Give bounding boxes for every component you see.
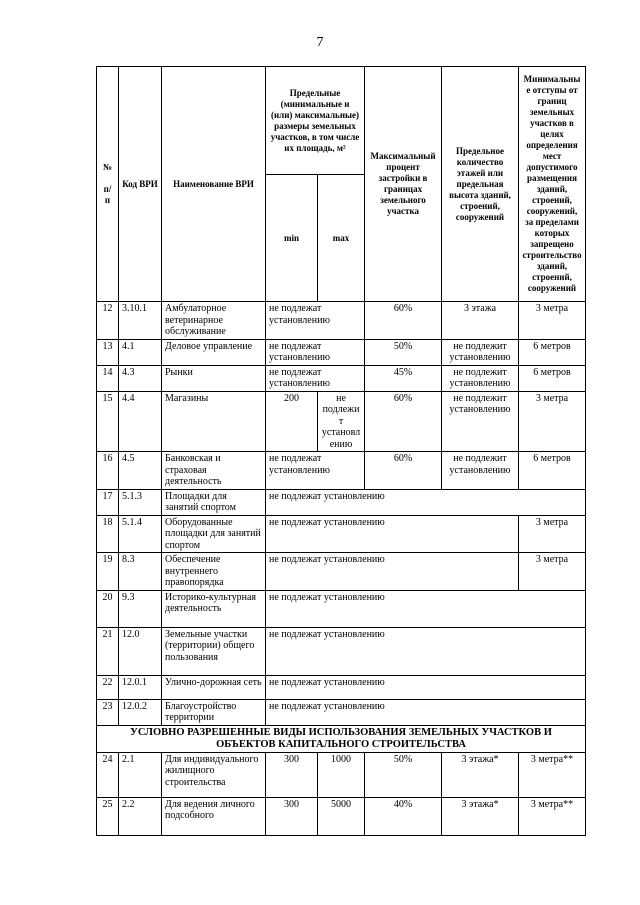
row-name: Для индивидуального жилищного строительства [162, 752, 266, 797]
row-code: 9.3 [119, 590, 162, 627]
row-code: 12.0 [119, 627, 162, 675]
row-code: 5.1.4 [119, 515, 162, 553]
row-name: Рынки [162, 365, 266, 391]
row-number: 13 [97, 339, 119, 365]
row-name: Для ведения личного подсобного [162, 797, 266, 835]
row-number: 16 [97, 452, 119, 490]
row-size: не подлежат установлению [266, 590, 586, 627]
row-size: не подлежат установлению [266, 699, 586, 725]
row-max: 1000 [318, 752, 365, 797]
row-size: не подлежат установлению [266, 452, 365, 490]
header-min: min [266, 175, 318, 302]
header-sizes: Предельные (минимальные и (или) максимальные) размеры земельных участков, в том числе их площадь, м² [266, 67, 365, 175]
row-name: Историко-культурная деятельность [162, 590, 266, 627]
page-number: 7 [316, 35, 324, 50]
row-size: не подлежат установлению [266, 675, 586, 699]
row-name: Обеспечение внутреннего правопорядка [162, 553, 266, 591]
row-setback: 3 метра** [519, 752, 586, 797]
row-code: 4.4 [119, 391, 162, 452]
table-row [97, 452, 586, 490]
table-row [97, 489, 586, 515]
row-setback: 3 метра [519, 515, 586, 553]
header-coverage: Максимальный процент застройки в границах земельного участка [365, 67, 442, 302]
row-size: не подлежат установлению [266, 627, 586, 675]
row-name: Банковская и страховая деятельность [162, 452, 266, 490]
row-number: 19 [97, 553, 119, 591]
row-code: 5.1.3 [119, 489, 162, 515]
row-min: 300 [266, 797, 318, 835]
row-coverage: 60% [365, 391, 442, 452]
zoning-table [96, 66, 586, 836]
row-number: 20 [97, 590, 119, 627]
row-code: 3.10.1 [119, 302, 162, 340]
row-min: 200 [266, 391, 318, 452]
row-number: 17 [97, 489, 119, 515]
row-size: не подлежат установлению [266, 553, 519, 591]
row-size: не подлежат установлению [266, 489, 586, 515]
header-name: Наименование ВРИ [162, 67, 266, 302]
row-code: 2.2 [119, 797, 162, 835]
row-size: не подлежат установлению [266, 339, 365, 365]
row-number: 21 [97, 627, 119, 675]
row-code: 12.0.2 [119, 699, 162, 725]
row-setback: 3 метра** [519, 797, 586, 835]
header-floors: Предельное количество этажей или предельная высота зданий, строений, сооружений [442, 67, 519, 302]
row-size: не подлежат установлению [266, 302, 365, 340]
row-setback: 3 метра [519, 391, 586, 452]
row-code: 4.5 [119, 452, 162, 490]
header-setbacks: Минимальные отступы от границ земельных участков в целях определения мест допустимого размещения зданий, строений, сооружений, за пределами которых запрещено строительство зданий, строений, сооружений [519, 67, 586, 302]
row-min: 300 [266, 752, 318, 797]
table-row [97, 752, 586, 797]
row-floors: не подлежит установлению [442, 452, 519, 490]
header-num: № п/ п [97, 67, 119, 302]
row-max: не подлежит установлению [318, 391, 365, 452]
row-floors: 3 этажа* [442, 797, 519, 835]
table-row [97, 797, 586, 835]
table-row [97, 699, 586, 725]
table-row [97, 627, 586, 675]
row-number: 24 [97, 752, 119, 797]
header-max: max [318, 175, 365, 302]
row-coverage: 50% [365, 339, 442, 365]
row-size: не подлежат установлению [266, 515, 519, 553]
row-coverage: 50% [365, 752, 442, 797]
row-name: Земельные участки (территории) общего пользования [162, 627, 266, 675]
row-size: не подлежат установлению [266, 365, 365, 391]
row-name: Деловое управление [162, 339, 266, 365]
row-code: 12.0.1 [119, 675, 162, 699]
row-coverage: 40% [365, 797, 442, 835]
row-code: 4.3 [119, 365, 162, 391]
table-row [97, 391, 586, 452]
table-row [97, 553, 586, 591]
row-floors: не подлежит установлению [442, 365, 519, 391]
table-row [97, 515, 586, 553]
row-floors: 3 этажа [442, 302, 519, 340]
row-setback: 6 метров [519, 365, 586, 391]
row-code: 2.1 [119, 752, 162, 797]
row-name: Благоустройство территории [162, 699, 266, 725]
row-name: Амбулаторное ветеринарное обслуживание [162, 302, 266, 340]
row-name: Улично-дорожная сеть [162, 675, 266, 699]
row-setback: 3 метра [519, 302, 586, 340]
row-floors: не подлежит установлению [442, 339, 519, 365]
table-row [97, 302, 586, 340]
row-name: Оборудованные площадки для занятий спортом [162, 515, 266, 553]
row-setback: 6 метров [519, 339, 586, 365]
section-title: УСЛОВНО РАЗРЕШЕННЫЕ ВИДЫ ИСПОЛЬЗОВАНИЯ ЗЕМЕЛЬНЫХ УЧАСТКОВ И ОБЪЕКТОВ КАПИТАЛЬНОГО СТРОИТЕЛЬСТВА [97, 725, 586, 752]
table-row [97, 675, 586, 699]
row-code: 8.3 [119, 553, 162, 591]
table-row [97, 365, 586, 391]
row-number: 25 [97, 797, 119, 835]
row-number: 14 [97, 365, 119, 391]
row-number: 15 [97, 391, 119, 452]
row-floors: 3 этажа* [442, 752, 519, 797]
row-coverage: 60% [365, 452, 442, 490]
row-setback: 6 метров [519, 452, 586, 490]
row-setback: 3 метра [519, 553, 586, 591]
row-number: 12 [97, 302, 119, 340]
row-code: 4.1 [119, 339, 162, 365]
table-row [97, 339, 586, 365]
row-number: 23 [97, 699, 119, 725]
row-name: Магазины [162, 391, 266, 452]
row-floors: не подлежит установлению [442, 391, 519, 452]
table-row [97, 590, 586, 627]
header-code: Код ВРИ [119, 67, 162, 302]
row-coverage: 60% [365, 302, 442, 340]
row-name: Площадки для занятий спортом [162, 489, 266, 515]
row-number: 18 [97, 515, 119, 553]
row-max: 5000 [318, 797, 365, 835]
row-coverage: 45% [365, 365, 442, 391]
row-number: 22 [97, 675, 119, 699]
